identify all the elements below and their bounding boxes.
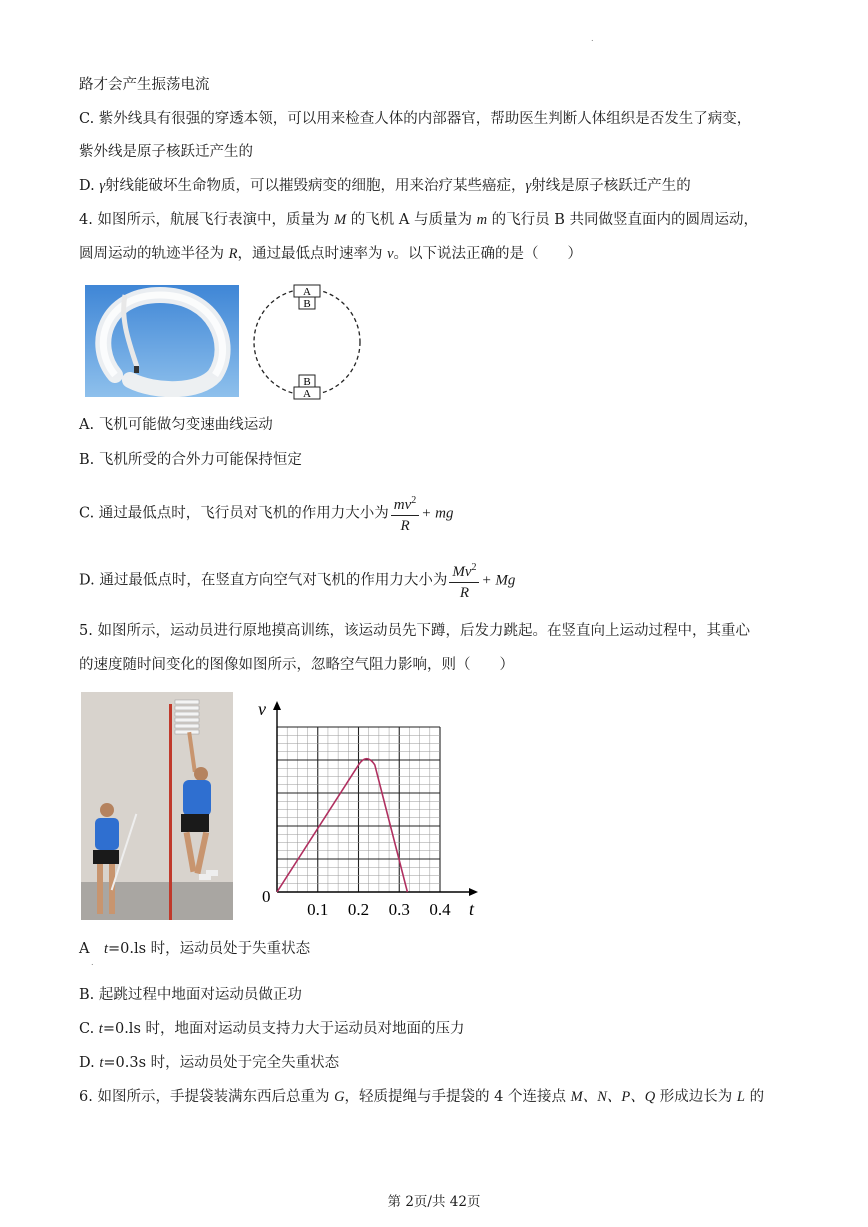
circular-motion-diagram [250,283,365,401]
q5-option-a: A t=0.ls 时，运动员处于失重状态 [79,941,311,957]
label-bottom-b: B [303,376,311,388]
y-axis-label: v [258,699,266,719]
x-tick-label: 0.2 [347,900,370,919]
x-tick-label: 0.4 [429,900,451,919]
text-line: C. 紫外线具有很强的穿透本领，可以用来检查人体的内部器官，帮助医生判断人体组织是否发生了病变， [79,111,752,127]
label-bottom-a: A [303,388,311,400]
x-tick-label: 0.3 [388,900,410,919]
x-axis-label: t [469,899,475,919]
scan-speck: . [91,958,94,967]
x-axis-arrow [469,888,478,896]
q5-option-d: D. t=0.3s 时，运动员处于完全失重状态 [79,1055,340,1071]
q4-option-c: C. 通过最低点时，飞行员对飞机的作用力大小为 $\frac{mv^2}{R}$ + mg [79,491,454,535]
scan-speck: . [591,34,594,43]
q4-option-b: B. 飞机所受的合外力可能保持恒定 [79,452,302,468]
page-footer: 第 2页/共 42页 [387,1194,481,1210]
q5-option-b: B. 起跳过程中地面对运动员做正功 [79,987,302,1003]
q5-stem-line2: 的速度随时间变化的图像如图所示，忽略空气阻力影响，则（ ） [79,657,514,673]
x-tick-label: 0.1 [307,900,329,919]
text-line: D. γ射线能破坏生命物质，可以摧毁病变的细胞，用来治疗某些癌症，γ射线是原子核跃迁产生的 [79,178,691,194]
label-top-a: A [303,286,311,298]
label-top-b: B [303,298,311,310]
q6-stem: 6. 如图所示，手提袋装满东西后总重为 G，轻质提绳与手提袋的 4 个连接点 M、N、P、Q 形成边长为 L 的 [79,1089,765,1105]
q5-stem-line1: 5. 如图所示，运动员进行原地摸高训练，该运动员先下蹲，后发力跳起。在竖直向上运动过程中，其重心 [79,623,750,639]
q4-stem-line1: 4. 如图所示，航展飞行表演中，质量为 M 的飞机 A 与质量为 m 的飞行员 B 共同做竖直面内的圆周运动， [79,212,759,228]
airshow-photo [85,285,239,397]
q4-option-a: A. 飞机可能做匀变速曲线运动 [79,417,273,433]
velocity-time-chart [250,695,485,927]
text-line: 紫外线是原子核跃迁产生的 [79,144,253,160]
velocity-series-line [277,759,407,892]
q4-option-d: D. 通过最低点时，在竖直方向空气对飞机的作用力大小为 $\frac{Mv^2}{R}$ + Mg [79,558,515,602]
q5-option-c: C. t=0.ls 时，地面对运动员支持力大于运动员对地面的压力 [79,1021,465,1037]
athlete-photo [81,692,233,920]
chart-grid [277,727,440,892]
text-line: 路才会产生振荡电流 [79,77,210,93]
origin-label: 0 [262,887,271,906]
chart-axes [273,701,478,896]
y-axis-arrow [273,701,281,710]
fraction: $\frac{Mv^2}{R}$ [449,558,479,603]
fraction: $\frac{mv^2}{R}$ [391,491,420,536]
q4-stem-line2: 圆周运动的轨迹半径为 R，通过最低点时速率为 v。以下说法正确的是（ ） [79,246,583,262]
